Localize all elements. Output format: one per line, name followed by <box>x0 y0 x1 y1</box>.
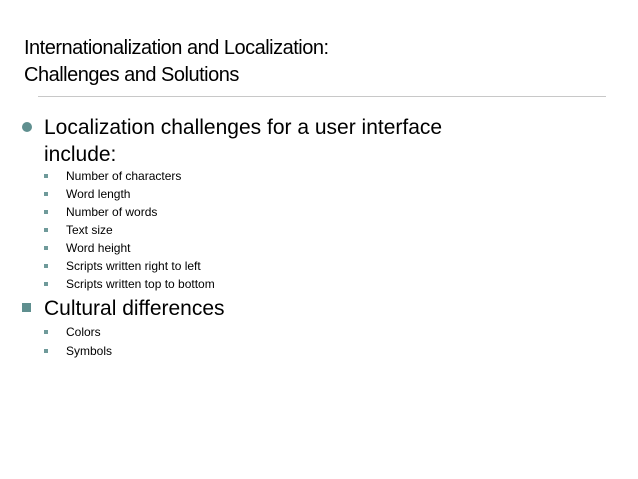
bullet-1-text <box>44 114 442 168</box>
title-divider <box>38 96 606 97</box>
slide-title-line-1: Internationalization and Localization: <box>24 37 329 59</box>
square-bullet-icon <box>44 264 48 268</box>
sub-bullet-number-of-words: Number of words <box>66 205 158 219</box>
round-bullet-icon <box>22 122 32 132</box>
sub-bullet-word-height: Word height <box>66 241 131 255</box>
sub-bullet-right-to-left: Scripts written right to left <box>66 259 201 273</box>
bullet-2-text: Cultural differences <box>44 297 225 320</box>
square-bullet-icon <box>44 349 48 353</box>
bullet-1-line-2: include: <box>44 143 117 166</box>
slide-title-line-2: Challenges and Solutions <box>24 64 239 86</box>
sub-bullet-word-length: Word length <box>66 187 131 201</box>
sub-bullet-symbols: Symbols <box>66 344 113 358</box>
sub-bullet-top-to-bottom: Scripts written top to bottom <box>66 277 215 291</box>
square-bullet-icon <box>44 210 48 214</box>
sub-bullet-number-of-characters: Number of characters <box>66 169 182 183</box>
bullet-1-line-1: Localization challenges for a user interface <box>44 116 443 139</box>
sub-bullet-colors: Colors <box>66 325 101 339</box>
square-bullet-icon <box>44 246 48 250</box>
square-bullet-icon <box>44 174 48 178</box>
square-bullet-icon <box>44 228 48 232</box>
sub-bullet-text-size: Text size <box>66 223 113 237</box>
square-bullet-icon <box>44 192 48 196</box>
square-bullet-icon <box>22 303 31 312</box>
square-bullet-icon <box>44 330 48 334</box>
square-bullet-icon <box>44 282 48 286</box>
slide-title <box>24 35 584 89</box>
